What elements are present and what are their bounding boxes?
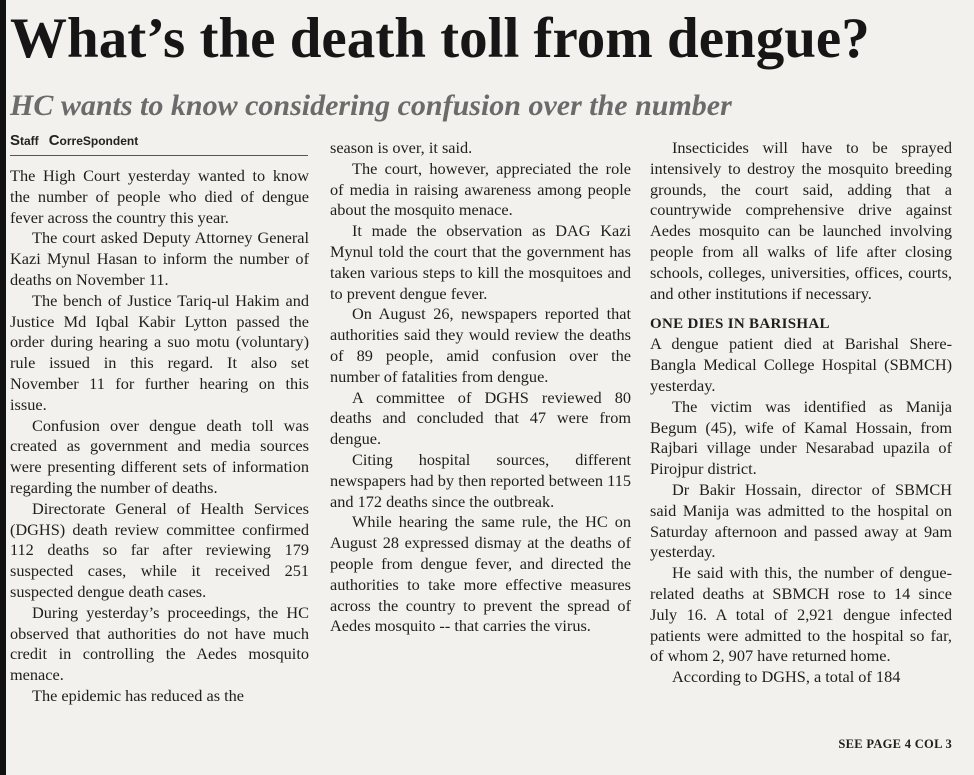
paragraph: Insecticides will have to be sprayed intensively to destroy the mosquito breeding grounds, the court said, adding that a countrywide comprehensive drive against Aedes mosquito can be launched involving people from all walks of life after closing schools, colleges, universities, offices, courts, and other institutions if necessary. — [650, 138, 952, 303]
article-column-1 — [10, 166, 309, 707]
article-column-2 — [330, 138, 631, 637]
paragraph: Confusion over dengue death toll was created as government and media sources were presenting different sets of information regarding the number of deaths. — [10, 415, 309, 497]
headline: What’s the death toll from dengue? — [10, 7, 870, 70]
byline-initial-c: C — [48, 132, 60, 149]
paragraph: The court, however, appreciated the role of media in raising awareness among people about the mosquito menace. — [330, 158, 631, 220]
paragraph: The court asked Deputy Attorney General Kazi Mynul Hasan to inform the number of deaths on November 11. — [10, 228, 309, 289]
subheadline: HC wants to know considering confusion over the number — [10, 89, 732, 122]
continuation-note: SEE PAGE 4 COL 3 — [838, 737, 952, 751]
paragraph: A dengue patient died at Barishal Shere-Bangla Medical College Hospital (SBMCH) yesterday. — [650, 334, 952, 395]
paragraph: On August 26, newspapers reported that authorities said they would review the deaths of 89 people, amid confusion over the number of fatalities from dengue. — [330, 304, 631, 386]
paragraph: Dr Bakir Hossain, director of SBMCH said Manija was admitted to the hospital on Saturday afternoon and passed away at 9am yesterday. — [650, 479, 952, 562]
byline-word-correspondent: orreSpondent — [59, 134, 139, 148]
paragraph: The victim was identified as Manija Begum (45), wife of Kamal Hossain, from Rajbari village under Nesarabad upazila of Pirojpur district. — [650, 396, 952, 479]
paragraph: The bench of Justice Tariq-ul Hakim and Justice Md Iqbal Kabir Lytton passed the order during hearing a suo motu (voluntary) rule issued in this regard. It also set November 11 for further hearing on this issue. — [10, 290, 309, 414]
article-column-3 — [650, 138, 952, 688]
paragraph: Directorate General of Health Services (DGHS) death review committee confirmed 112 deaths so far after reviewing 179 suspected cases, while it received 251 suspected dengue death cases. — [10, 498, 309, 601]
paragraph: A committee of DGHS reviewed 80 deaths and concluded that 47 were from dengue. — [330, 387, 631, 449]
paragraph: He said with this, the number of dengue-related deaths at SBMCH rose to 14 since July 16. A total of 2,921 dengue infected patients were admitted to the hospital so far, of whom 2, 907 have returned home. — [650, 563, 952, 666]
paragraph: The epidemic has reduced as the — [32, 685, 245, 705]
section-subheading: ONE DIES IN BARISHAL — [650, 316, 830, 333]
byline-initial-s: S — [10, 132, 21, 149]
paragraph: Citing hospital sources, different newspapers had by then reported between 115 and 172 deaths since the outbreak. — [330, 449, 631, 511]
paragraph: The High Court yesterday wanted to know the number of people who died of dengue fever across the country this year. — [10, 166, 309, 227]
paragraph: While hearing the same rule, the HC on August 28 expressed dismay at the deaths of people from dengue fever, and directed the authorities to take more effective measures across the country to prevent the spread of Aedes mosquito -- that carries the virus. — [330, 512, 631, 636]
paragraph: It made the observation as DAG Kazi Mynul told the court that the government has taken various steps to kill the mosquitoes and to prevent dengue fever. — [330, 221, 631, 303]
paragraph: season is over, it said. — [330, 138, 473, 157]
byline — [10, 130, 308, 156]
paragraph: According to DGHS, a total of 184 — [672, 667, 901, 687]
page-edge-bar — [0, 0, 6, 775]
byline-word-staff: taff — [20, 134, 39, 148]
paragraph: During yesterday’s proceedings, the HC observed that authorities do not have much credit in controlling the Aedes mosquito menace. — [10, 602, 309, 685]
